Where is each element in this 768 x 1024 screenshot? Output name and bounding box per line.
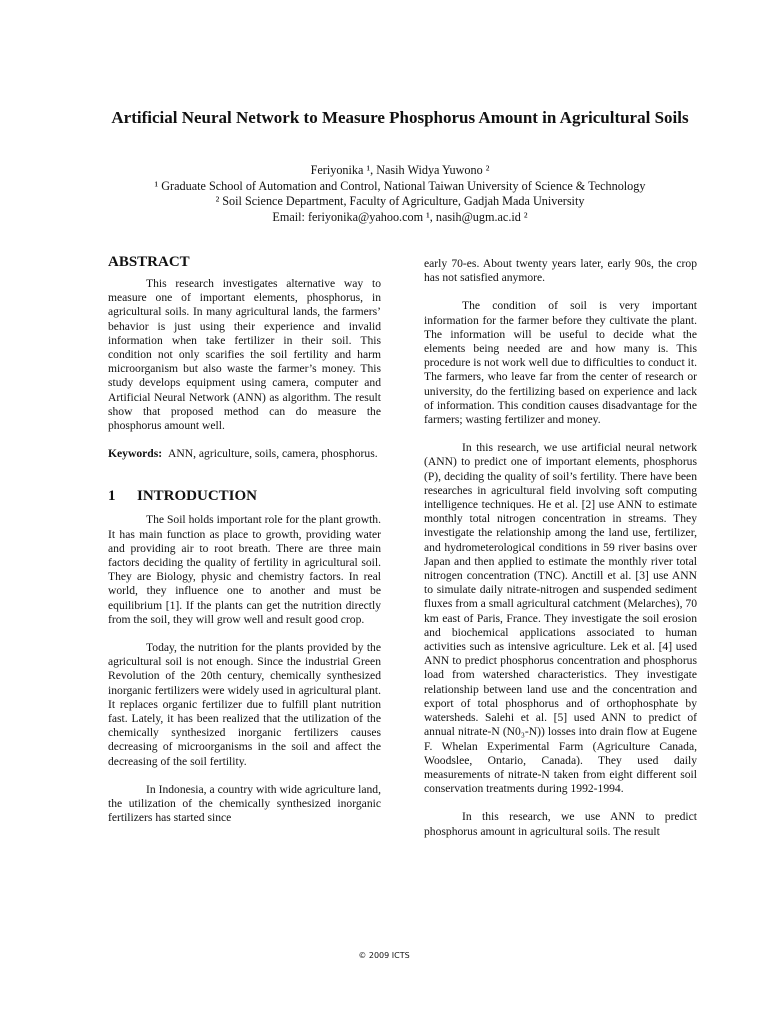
authors-line: Feriyonika ¹, Nasih Widya Yuwono ² <box>310 163 490 177</box>
abstract-text: This research investigates alternative way to measure one of important elements, phosphorus, in agricultural soils. In many agricultural lands, the farmers’ behavior is just using their experience and invalid information when take fertilizer in their soil. This condition not only scarifies the soil fertility and harm microorganism but also waste the farmer’s money. This study develops equipment using camera, computer and Artificial Neural Network (ANN) as algorithm. The result show that proposed method can do measure the phosphorus amount well. <box>108 277 381 433</box>
left-column <box>108 253 381 840</box>
right-paragraph-2: In this research, we use artificial neural network (ANN) to predict one of important elements, phosphorus (P), deciding the quality of soil’s fertility. There have been researches in agricultural field involving soft computing intelligence techniques. He et al. [2] use ANN to estimate monthly total nitrogen concentration in streams. They investigate the relationship among the land use, fertilizer, and hydrometerological conditions in 59 river basins over Japan and then applied to estimate the monthly river total nitrogen concentration (TNC). Anctill et al. [3] use ANN to simulate daily nitrate-nitrogen and suspended sediment fluxes from a small agricultural catchment (Melarches), 70 km east of Paris, France. They investigate the soil erosion and biochemical applications associated to human activities such as intensive agriculture. Lek et al. [4] used ANN to predict phosphorus concentration and phosphorus load from watershed characteristics. They investigate relationship between land use and the concentration and export of total phosphorus and of orthophosphate by watersheds. Salehi et al. [5] used ANN to predict of annual nitrate-N (N0₃-N)) losses into drain flow at Eugene F. Whelan Experimental Farm (Agriculture Canada, Woodslee, Ontario, Canada). They used daily measurements of nitrate-N taken from eight different soil conservation treatments during 1992-1994. <box>424 441 697 796</box>
keywords-label: Keywords: <box>108 447 163 461</box>
intro-paragraph-2: Today, the nutrition for the plants provided by the agricultural soil is not enough. Since the industrial Green Revolution of the 20th century, chemically synthesized inorganic fertilizers were widely used in agricultural plant. It replaces organic fertilizer due to fulfill plant nutrition fast. Lately, it has been realized that the utilization of the chemically synthesized inorganic fertilizers causes decreasing of microorganisms in the soil and affect the decreasing of the soil fertility. <box>108 641 381 768</box>
section-number: 1 <box>108 488 116 505</box>
section-title: INTRODUCTION <box>137 488 258 505</box>
paper-title: Artificial Neural Network to Measure Phosphorus Amount in Agricultural Soils <box>111 108 689 127</box>
affiliation-1: ¹ Graduate School of Automation and Control, National Taiwan University of Science & Technology <box>154 178 646 193</box>
intro-paragraph-1: The Soil holds important role for the plant growth. It has main function as place to growth, providing water and providing air to root breath. There are three main factors deciding the quality of fertility in agricultural soil. They are Biology, physic and chemistry factors. In real world, they influence one to another and must be equilibrium [1]. If the plants can get the nutrition directly from the soil, they will grow well and result good crop. <box>108 513 381 626</box>
email-line: Email: feriyonika@yahoo.com ¹, nasih@ugm.ac.id ² <box>272 209 528 224</box>
right-column <box>424 257 697 853</box>
continuation-paragraph: early 70-es. About twenty years later, early 90s, the crop has not satisfied anymore. <box>424 257 697 285</box>
right-paragraph-3: In this research, we use ANN to predict phosphorus amount in agricultural soils. The result <box>424 810 697 838</box>
keywords <box>108 447 381 461</box>
intro-paragraph-3: In Indonesia, a country with wide agriculture land, the utilization of the chemically synthesized inorganic fertilizers has started since <box>108 782 381 825</box>
copyright-footer: © 2009 ICTS <box>358 951 410 960</box>
introduction-heading <box>108 487 381 505</box>
keywords-text: ANN, agriculture, soils, camera, phosphorus. <box>168 447 378 461</box>
author-block <box>100 163 700 225</box>
affiliation-2: ² Soil Science Department, Faculty of Agriculture, Gadjah Mada University <box>215 194 585 208</box>
abstract-heading: ABSTRACT <box>108 254 190 270</box>
right-paragraph-1: The condition of soil is very important information for the farmer before they cultivate the plant. The information will be useful to decide what the elements being needed are and how many is. This procedure is not work well due to difficulties to conduct it. The farmers, who leave far from the center of research or university, do the fertilizing based on experience and lack of information. This condition causes disadvantage for the farmers; wasting fertilizer and money. <box>424 299 697 427</box>
